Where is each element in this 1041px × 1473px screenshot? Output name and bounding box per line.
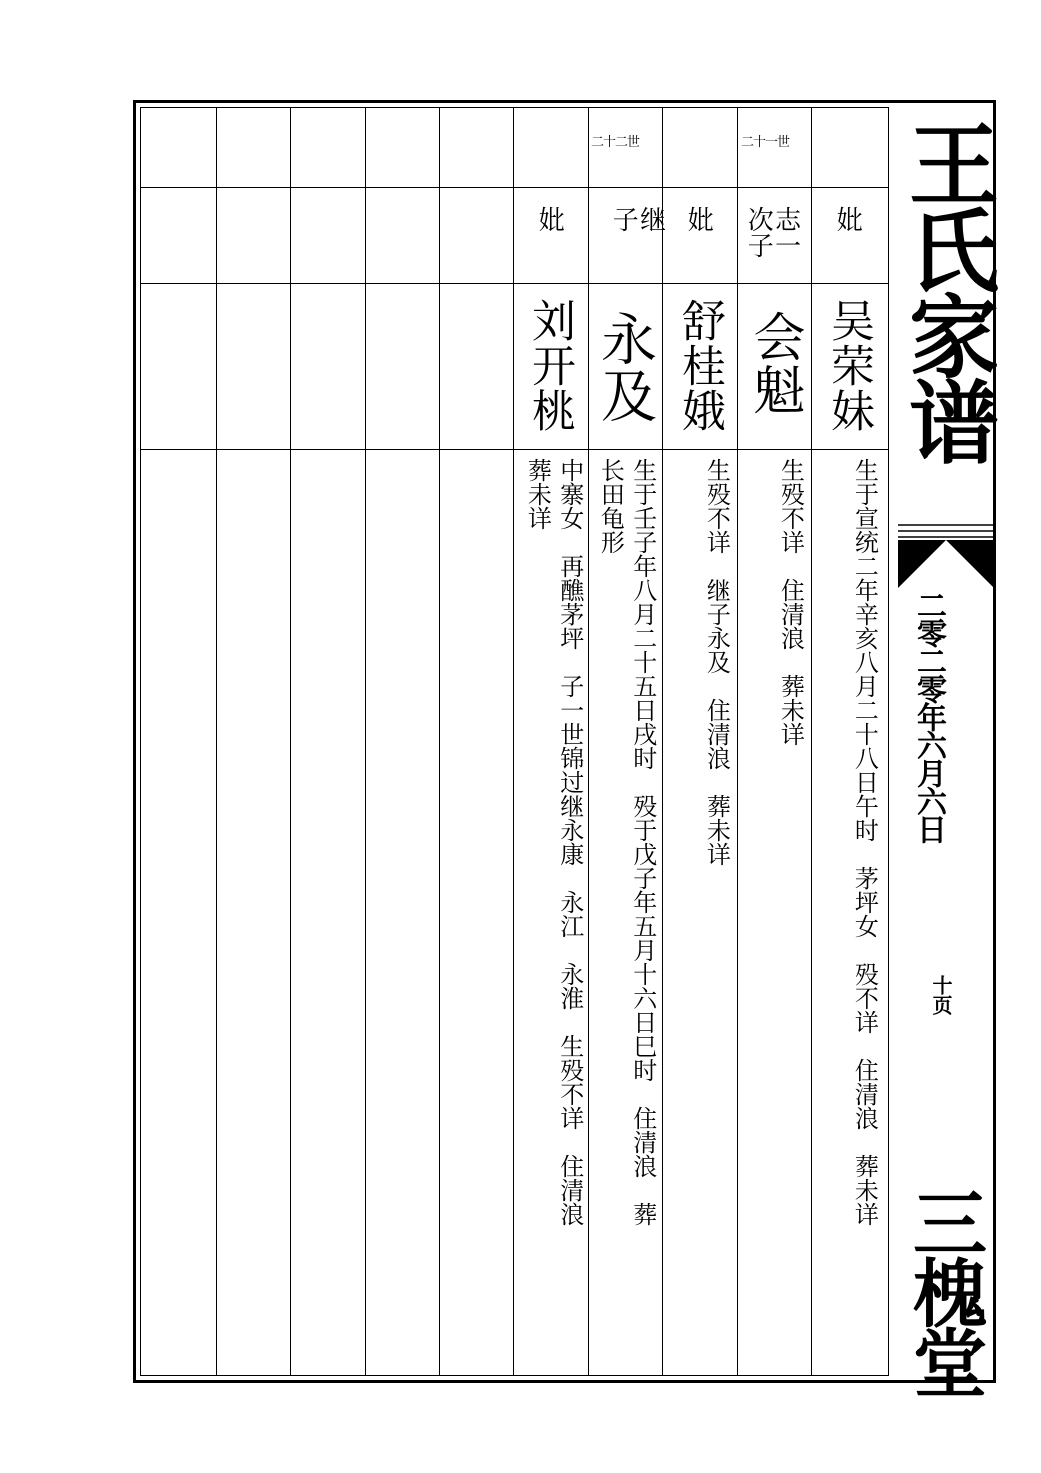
relation-cell: 志一 次子 xyxy=(743,206,801,258)
row-divider-generation xyxy=(140,187,889,188)
generation-label: 二十一世 xyxy=(741,135,790,150)
relation-cell: 继 子 xyxy=(608,206,666,232)
row-divider-relation xyxy=(140,283,889,284)
relation-cell: 妣 xyxy=(683,206,714,232)
ornament-wedge-right xyxy=(946,540,994,588)
person-name: 会魁 xyxy=(744,310,804,416)
biography-cell: 生殁不详 住清浪 葬未详 xyxy=(776,458,805,746)
hall-name: 三槐堂 xyxy=(901,1185,987,1395)
column-divider xyxy=(513,107,514,1376)
person-name: 舒桂娥 xyxy=(674,298,725,433)
genealogy-title: 王氏家谱 xyxy=(893,118,999,462)
column-divider xyxy=(662,107,663,1376)
generation-label: 二十二世 xyxy=(591,135,640,150)
relation-cell: 妣 xyxy=(534,206,565,232)
ornament-wedge-left xyxy=(898,540,946,588)
biography-cell: 生殁不详 继子永及 住清浪 葬未详 xyxy=(702,458,731,866)
column-divider xyxy=(811,107,812,1376)
person-name: 永及 xyxy=(592,310,657,424)
person-name: 吴荣妹 xyxy=(823,298,874,433)
biography-cell: 中寨女 再醮茅坪 子一世锦过继永康 永江 永淮 生殁不详 住清浪 葬未详 xyxy=(523,458,584,1226)
column-divider xyxy=(290,107,291,1376)
page-number: 十页 xyxy=(929,975,953,1015)
fishtail-ornament xyxy=(896,522,996,594)
biography-cell: 生于宣统二年辛亥八月二十八日午时 茅坪女 殁不详 住清浪 葬未详 xyxy=(850,458,879,1226)
column-divider xyxy=(737,107,738,1376)
column-divider xyxy=(216,107,217,1376)
compile-date: 二零二零年六月六日 xyxy=(911,590,946,842)
column-divider xyxy=(365,107,366,1376)
column-divider xyxy=(588,107,589,1376)
relation-cell: 妣 xyxy=(832,206,863,232)
biography-cell: 生于壬子年八月二十五日戌时 殁于戊子年五月十六日巳时 住清浪 葬 长田龟形 xyxy=(596,458,657,1226)
row-divider-name xyxy=(140,449,889,450)
column-divider xyxy=(439,107,440,1376)
person-name: 刘开桃 xyxy=(524,298,575,433)
